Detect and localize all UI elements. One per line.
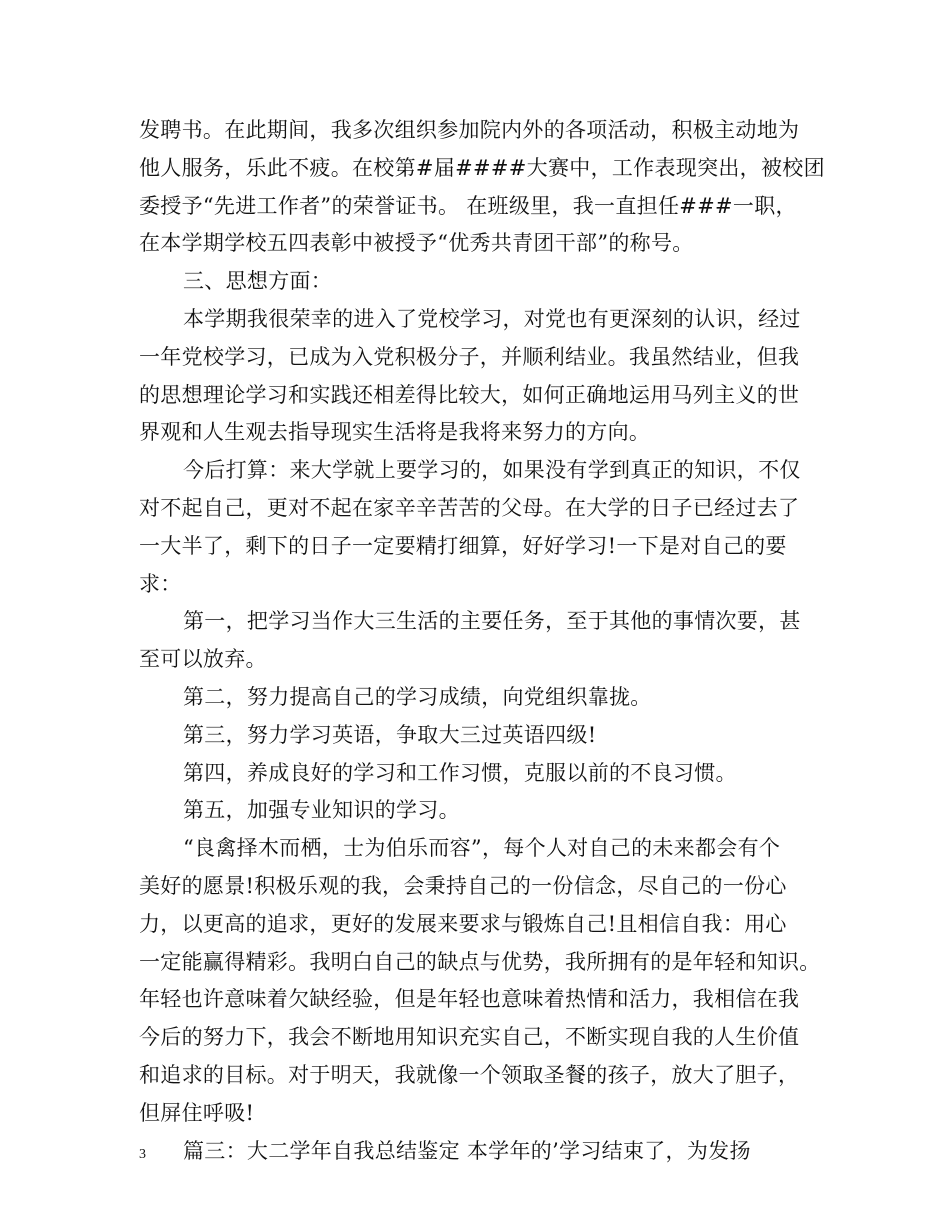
- text-line: 的思想理论学习和实践还相差得比较大，如何正确地运用马列主义的世: [139, 382, 800, 407]
- section-heading: 三、思想方面：: [183, 269, 333, 294]
- list-item: 第二，努力提高自己的学习成绩，向党组织靠拢。: [183, 684, 652, 709]
- page-number: 3: [139, 1147, 146, 1162]
- list-item: 第五，加强专业知识的学习。: [183, 798, 460, 823]
- text-line: 本学期我很荣幸的进入了党校学习，对党也有更深刻的认识，经过: [183, 306, 801, 331]
- text-line: 委授予“先进工作者”的荣誉证书。 在班级里，我一直担任###一职，: [139, 193, 797, 218]
- text-line: “良禽择木而栖，士为伯乐而容”，每个人对自己的未来都会有个: [183, 836, 781, 861]
- text-line: 美好的愿景!积极乐观的我，会秉持自己的一份信念，尽自己的一份心: [139, 873, 787, 898]
- list-item: 第四，养成良好的学习和工作习惯，克服以前的不良习惯。: [183, 760, 737, 785]
- text-line: 年轻也许意味着欠缺经验，但是年轻也意味着热情和活力，我相信在我: [139, 987, 800, 1012]
- document-body: [139, 112, 825, 1170]
- text-line: 今后的努力下，我会不断地用知识充实自己，不断实现自我的人生价值: [139, 1025, 800, 1050]
- text-line: 发聘书。在此期间，我多次组织参加院内外的各项活动，积极主动地为: [139, 118, 800, 142]
- text-line: 界观和人生观去指导现实生活将是我将来努力的方向。: [139, 420, 651, 445]
- text-line: 今后打算：来大学就上要学习的，如果没有学到真正的知识，不仅: [183, 458, 801, 483]
- text-line: 他人服务，乐此不疲。在校第#届####大赛中，工作表现突出，被校团: [139, 155, 825, 180]
- text-line: 求：: [139, 571, 182, 596]
- text-line: 一定能赢得精彩。我明白自己的缺点与优势，我所拥有的是年轻和知识。: [139, 949, 821, 974]
- text-line: 一大半了，剩下的日子一定要精打细算，好好学习!一下是对自己的要: [139, 533, 787, 558]
- text-line: 和追求的目标。对于明天，我就像一个领取圣餐的孩子，放大了胆子，: [139, 1062, 800, 1087]
- section-heading: 篇三：大二学年自我总结鉴定 本学年的’学习结束了，为发扬: [183, 1138, 751, 1163]
- text-line: 但屏住呼吸!: [139, 1100, 255, 1125]
- text-line: 力，以更高的追求，更好的发展来要求与锻炼自己!且相信自我：用心: [139, 911, 787, 936]
- text-line: 一年党校学习，已成为入党积极分子，并顺利结业。我虽然结业，但我: [139, 344, 800, 369]
- text-line: 在本学期学校五四表彰中被授予“优秀共青团干部”的称号。: [139, 231, 694, 256]
- list-item: 第三，努力学习英语，争取大三过英语四级!: [183, 722, 597, 747]
- list-item: 第一，把学习当作大三生活的主要任务，至于其他的事情次要，甚: [183, 609, 801, 634]
- text-line: 对不起自己，更对不起在家辛辛苦苦的父母。在大学的日子已经过去了: [139, 495, 800, 520]
- text-line: 至可以放弃。: [139, 647, 267, 672]
